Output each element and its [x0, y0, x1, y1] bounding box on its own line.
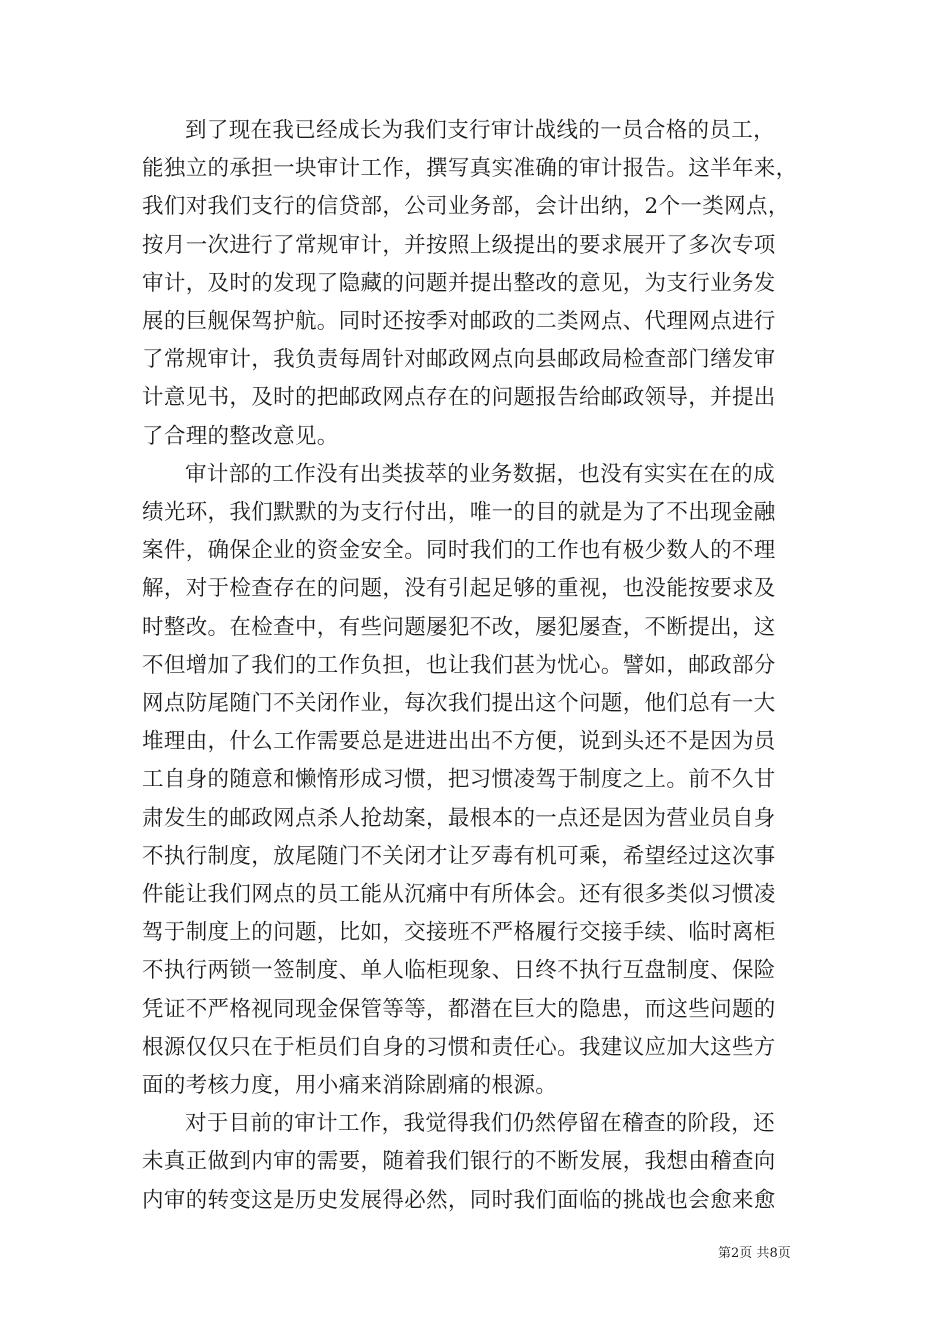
text-line: 堆理由，什么工作需要总是进进出出不方便，说到头还不是因为员 — [142, 729, 776, 755]
text-line: 计意见书，及时的把邮政网点存在的问题报告给邮政领导，并提出 — [142, 385, 776, 411]
text-line: 不但增加了我们的工作负担，也让我们甚为忧心。譬如，邮政部分 — [142, 652, 776, 678]
text-line: 面的考核力度，用小痛来消除剧痛的根源。 — [142, 1073, 558, 1099]
text-line: 按月一次进行了常规审计，并按照上级提出的要求展开了多次专项 — [142, 232, 776, 258]
text-line: 审计，及时的发现了隐藏的问题并提出整改的意见，为支行业务发 — [142, 270, 776, 296]
text-line: 驾于制度上的问题，比如，交接班不严格履行交接手续、临时离柜 — [142, 920, 776, 946]
text-line: 不执行两锁一签制度、单人临柜现象、日终不执行互盘制度、保险 — [142, 958, 776, 984]
footer-suffix: 页 — [777, 1246, 791, 1261]
text-line: 解，对于检查存在的问题，没有引起足够的重视，也没能按要求及 — [142, 576, 776, 602]
text-line: 肃发生的邮政网点杀人抢劫案，最根本的一点还是因为营业员自身 — [142, 805, 776, 831]
footer-middle: 页 共 — [739, 1246, 770, 1261]
text-line: 工自身的随意和懒惰形成习惯，把习惯凌驾于制度之上。前不久甘 — [142, 767, 776, 793]
document-body — [142, 112, 812, 1220]
paragraph-2 — [142, 456, 812, 1105]
text-line: 件能让我们网点的员工能从沉痛中有所体会。还有很多类似习惯凌 — [142, 882, 776, 908]
text-line: 凭证不严格视同现金保管等等，都潜在巨大的隐患，而这些问题的 — [142, 996, 776, 1022]
text-line: 了常规审计，我负责每周针对邮政网点向县邮政局检查部门缮发审 — [142, 347, 776, 373]
text-line: 不执行制度，放尾随门不关闭才让歹毒有机可乘，希望经过这次事 — [142, 843, 776, 869]
text-line: 了合理的整改意见。 — [142, 423, 339, 449]
footer-current-page: 2 — [731, 1246, 740, 1261]
text-line: 案件，确保企业的资金安全。同时我们的工作也有极少数人的不理 — [142, 538, 776, 564]
text-line: 能独立的承担一块审计工作，撰写真实准确的审计报告。这半年来， — [142, 156, 798, 182]
text-line: 绩光环，我们默默的为支行付出，唯一的目的就是为了不出现金融 — [142, 500, 776, 526]
text-line: 审计部的工作没有出类拔萃的业务数据，也没有实实在在的成 — [185, 461, 775, 487]
footer-total-pages: 8 — [769, 1246, 778, 1261]
text-line: 内审的转变这是历史发展得必然，同时我们面临的挑战也会愈来愈 — [142, 1187, 776, 1213]
text-line: 我们对我们支行的信贷部，公司业务部，会计出纳，2个一类网点， — [142, 194, 790, 220]
text-line: 时整改。在检查中，有些问题屡犯不改，屡犯屡查，不断提出，这 — [142, 614, 776, 640]
text-line: 根源仅仅只在于柜员们自身的习惯和责任心。我建议应加大这些方 — [142, 1034, 776, 1060]
text-line: 对于目前的审计工作，我觉得我们仍然停留在稽查的阶段，还 — [185, 1111, 775, 1137]
paragraph-1 — [142, 112, 812, 456]
text-line: 未真正做到内审的需要，随着我们银行的不断发展，我想由稽查向 — [142, 1149, 776, 1175]
text-line: 展的巨舰保驾护航。同时还按季对邮政的二类网点、代理网点进行 — [142, 309, 776, 335]
footer-prefix: 第 — [718, 1246, 732, 1261]
text-line: 网点防尾随门不关闭作业，每次我们提出这个问题，他们总有一大 — [142, 691, 776, 717]
page-number-footer — [718, 1246, 791, 1262]
text-line: 到了现在我已经成长为我们支行审计战线的一员合格的员工， — [185, 118, 775, 143]
paragraph-3 — [142, 1105, 812, 1220]
